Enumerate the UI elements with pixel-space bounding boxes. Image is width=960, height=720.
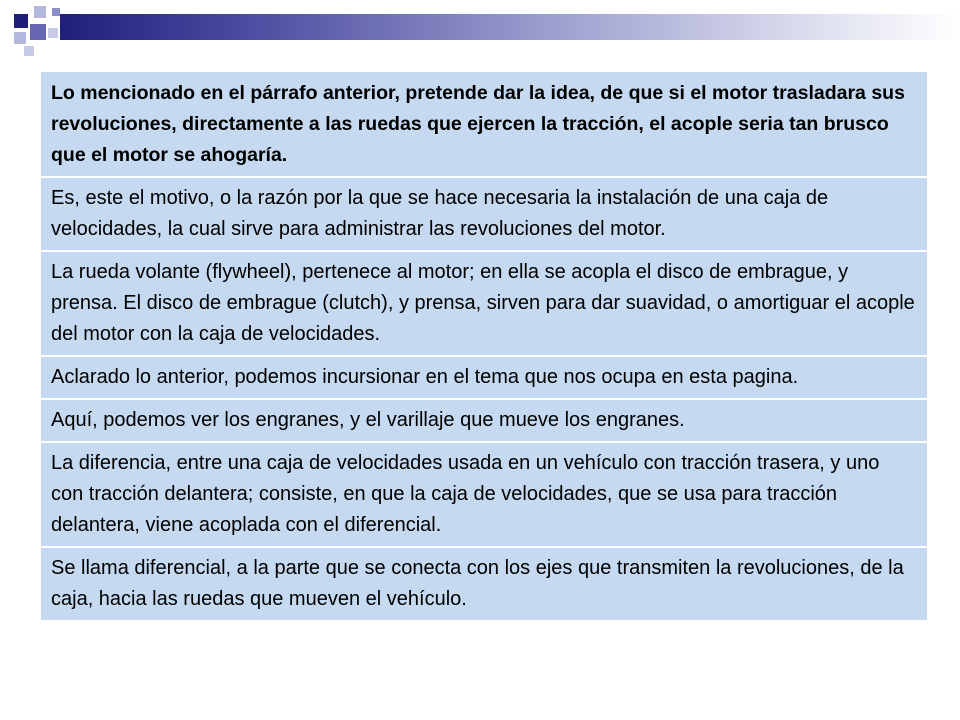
decor-square	[52, 8, 60, 16]
decor-square	[24, 46, 34, 56]
table-row	[41, 252, 927, 355]
table-row	[41, 400, 927, 441]
decor-square	[30, 24, 46, 40]
decor-square	[34, 6, 46, 18]
paragraph-cell: Aquí, podemos ver los engranes, y el varillaje que mueve los engranes.	[41, 400, 927, 441]
header-gradient-bar	[60, 14, 960, 40]
table-row	[41, 72, 927, 176]
paragraph-cell-intro: Lo mencionado en el párrafo anterior, pretende dar la idea, de que si el motor trasladara sus revoluciones, directamente a las ruedas que ejercen la tracción, el acople seria tan brusco que el motor se ahogaría.	[41, 72, 927, 176]
table-row	[41, 548, 927, 620]
content-table	[41, 70, 927, 622]
paragraph-cell: La diferencia, entre una caja de velocidades usada en un vehículo con tracción trasera, y uno con tracción delantera; consiste, en que la caja de velocidades, que se usa para tracción delantera, viene acoplada con el diferencial.	[41, 443, 927, 546]
paragraph-cell: La rueda volante (flywheel), pertenece al motor; en ella se acopla el disco de embrague, y prensa. El disco de embrague (clutch), y prensa, sirven para dar suavidad, o amortiguar el acople del motor con la caja de velocidades.	[41, 252, 927, 355]
table-row	[41, 357, 927, 398]
paragraph-cell: Se llama diferencial, a la parte que se conecta con los ejes que transmiten la revoluciones, de la caja, hacia las ruedas que mueven el vehículo.	[41, 548, 927, 620]
paragraph-cell: Aclarado lo anterior, podemos incursionar en el tema que nos ocupa en esta pagina.	[41, 357, 927, 398]
decor-square	[48, 28, 58, 38]
decor-square	[14, 32, 26, 44]
paragraph-cell: Es, este el motivo, o la razón por la que se hace necesaria la instalación de una caja de velocidades, la cual sirve para administrar las revoluciones del motor.	[41, 178, 927, 250]
decor-square	[14, 14, 28, 28]
table-row	[41, 443, 927, 546]
table-row	[41, 178, 927, 250]
